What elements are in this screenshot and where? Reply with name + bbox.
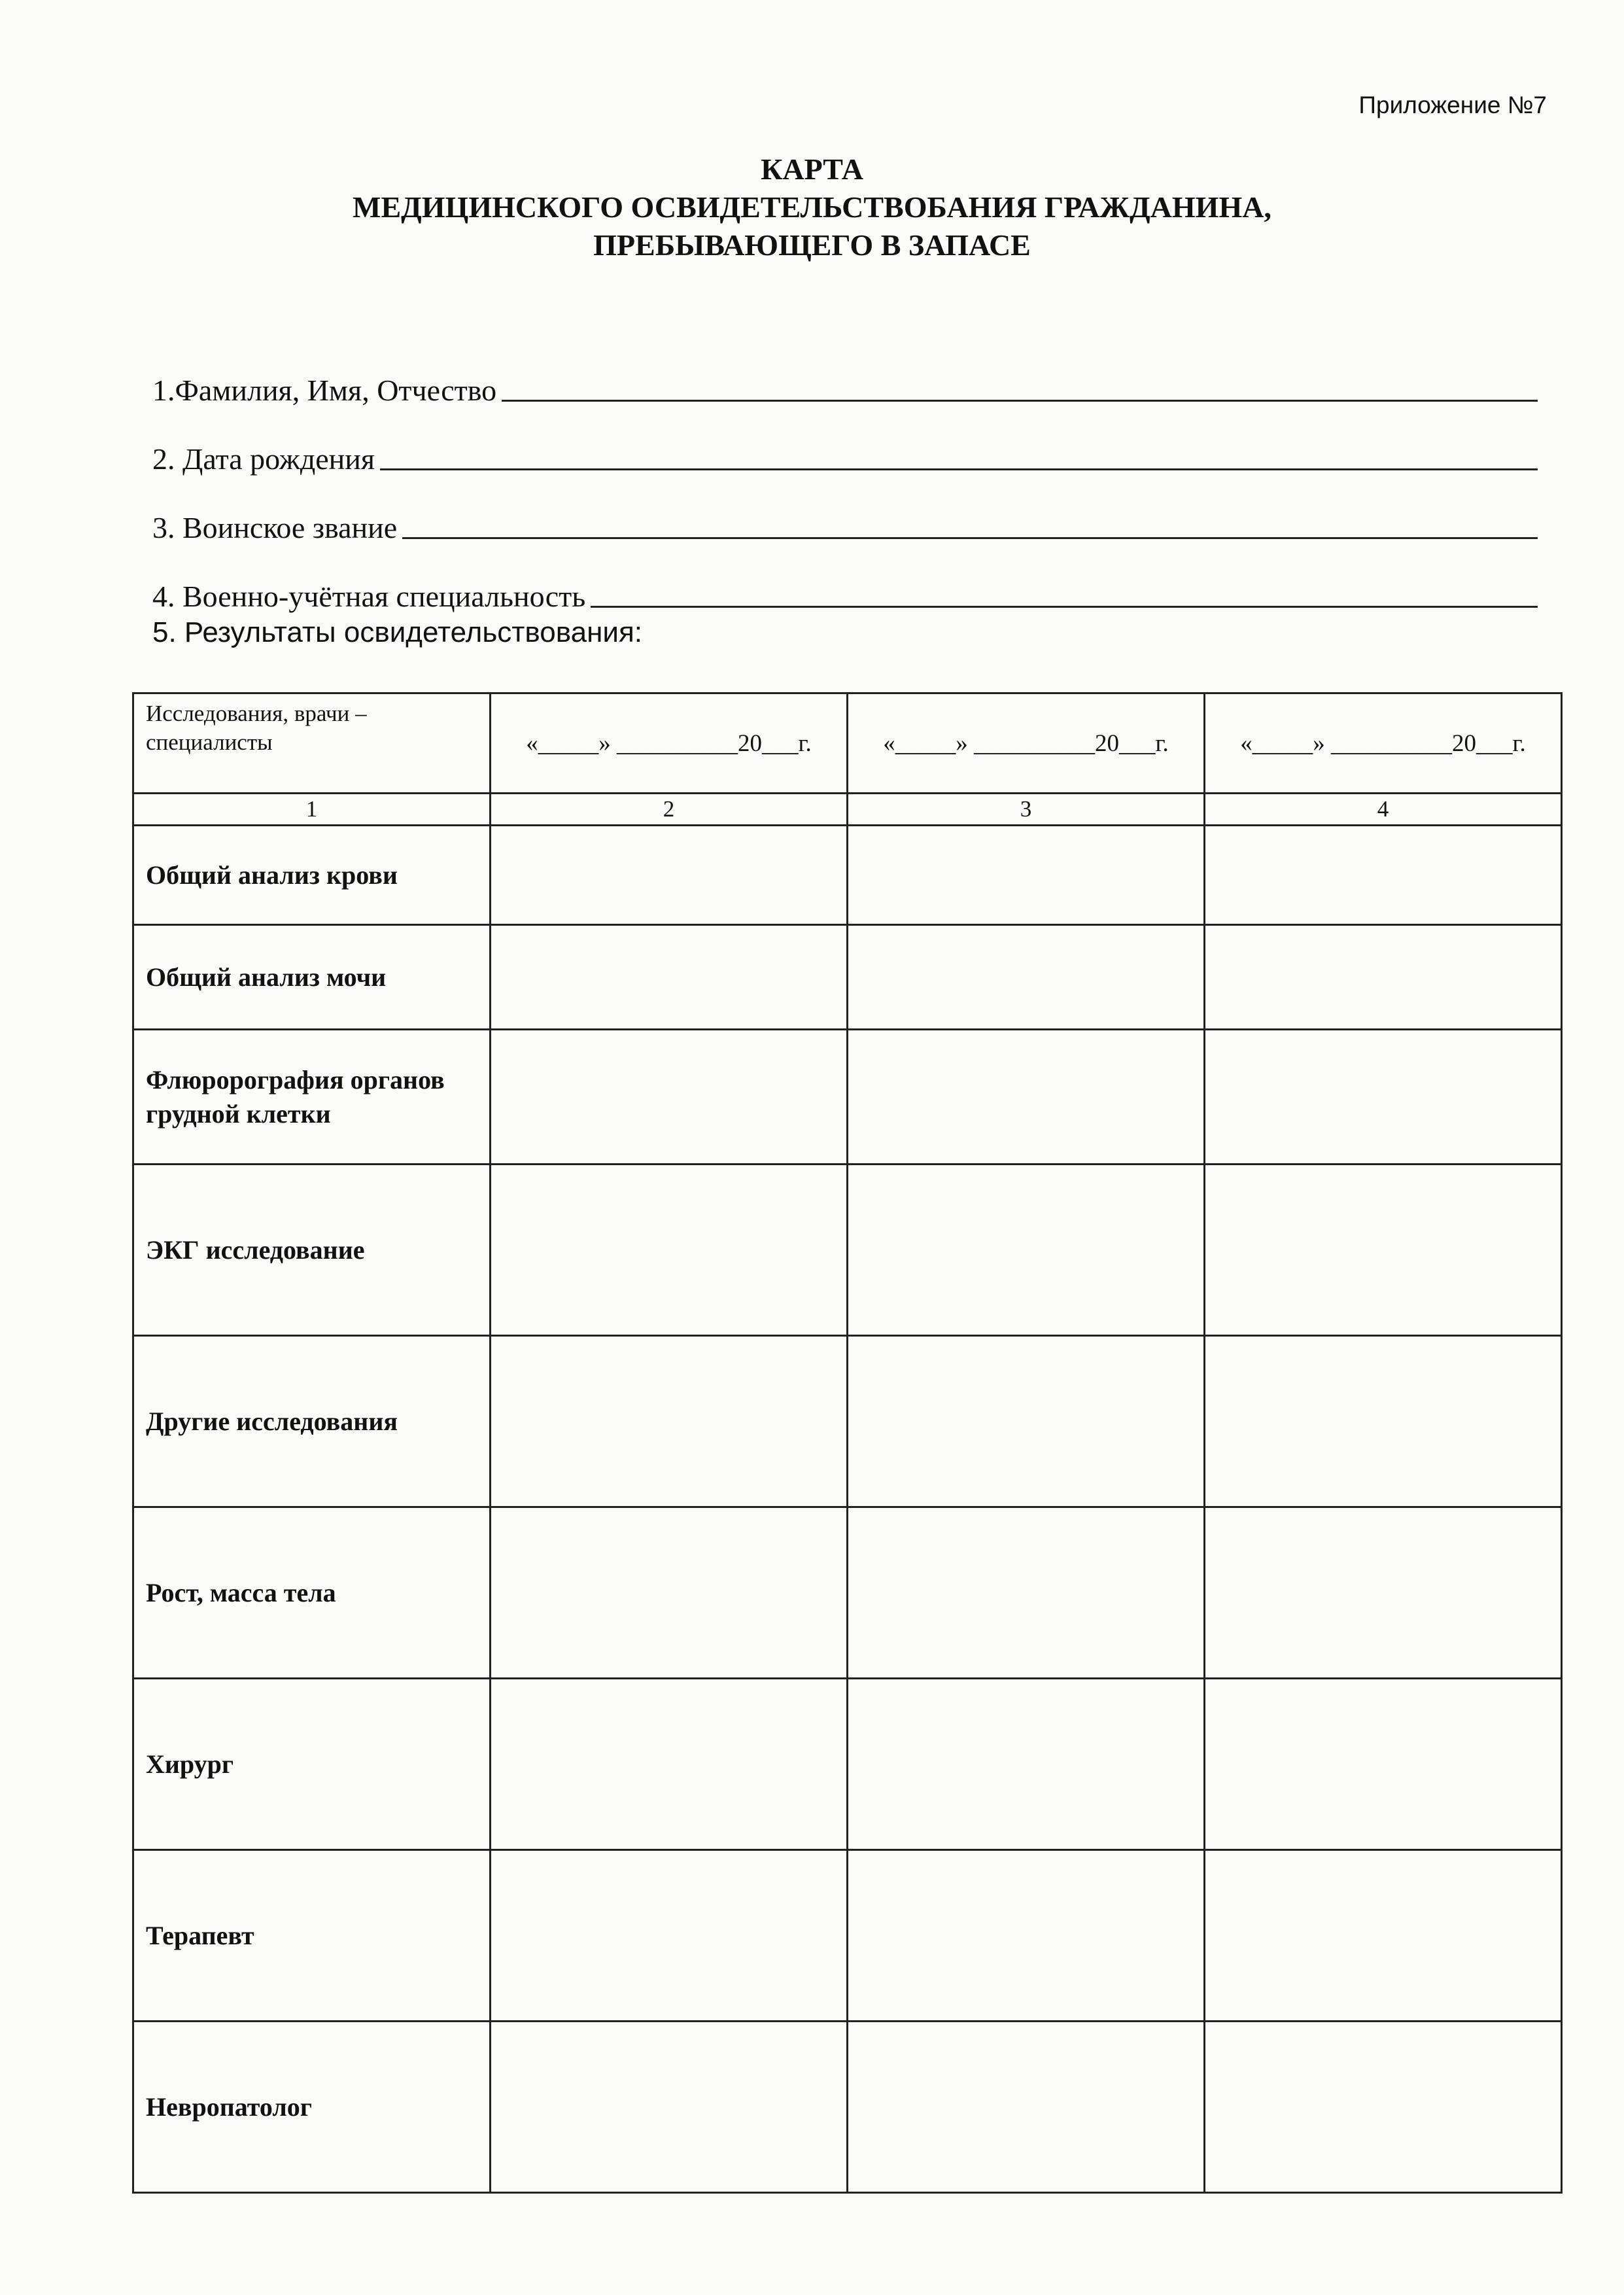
- result-cell[interactable]: [848, 1030, 1205, 1165]
- birth-date-input-line[interactable]: [380, 468, 1538, 470]
- result-cell[interactable]: [848, 1165, 1205, 1336]
- table-header-row: [133, 693, 1562, 794]
- full-name-input-line[interactable]: [502, 399, 1538, 402]
- header-examinations-cell: Исследования, врачи – специалисты: [133, 693, 491, 794]
- result-cell[interactable]: [491, 1165, 848, 1336]
- personal-info-fields: [152, 337, 1538, 612]
- table-row: [133, 1507, 1562, 1679]
- military-specialty-input-line[interactable]: [591, 605, 1538, 608]
- row-label-blood-test: Общий анализ крови: [133, 826, 491, 925]
- table-row: [133, 925, 1562, 1030]
- table-row: [133, 1679, 1562, 1850]
- military-specialty-label: 4. Военно-учётная специальность: [152, 580, 586, 613]
- result-cell[interactable]: [848, 925, 1205, 1030]
- result-cell[interactable]: [491, 1507, 848, 1679]
- result-cell[interactable]: [491, 826, 848, 925]
- document-title: [0, 150, 1624, 264]
- result-cell[interactable]: [491, 1850, 848, 2022]
- result-cell[interactable]: [848, 826, 1205, 925]
- result-cell[interactable]: [1205, 925, 1562, 1030]
- result-cell[interactable]: [848, 1507, 1205, 1679]
- title-line-1: КАРТА: [761, 152, 863, 186]
- table-row: [133, 2022, 1562, 2193]
- result-cell[interactable]: [1205, 1850, 1562, 2022]
- result-cell[interactable]: [1205, 2022, 1562, 2193]
- full-name-field[interactable]: [152, 337, 1538, 406]
- result-cell[interactable]: [491, 2022, 848, 2193]
- table-row: [133, 826, 1562, 925]
- result-cell[interactable]: [491, 1679, 848, 1850]
- result-cell[interactable]: [1205, 1336, 1562, 1507]
- birth-date-field[interactable]: [152, 406, 1538, 474]
- row-label-neurologist: Невропатолог: [133, 2022, 491, 2193]
- result-cell[interactable]: [491, 1030, 848, 1165]
- column-number: 4: [1205, 794, 1562, 826]
- result-cell[interactable]: [1205, 1507, 1562, 1679]
- header-date-cell-2[interactable]: «_____» __________20___г.: [848, 693, 1205, 794]
- column-number: 1: [133, 794, 491, 826]
- row-label-other-tests: Другие исследования: [133, 1336, 491, 1507]
- appendix-label: Приложение №7: [1358, 92, 1547, 118]
- results-section-label: 5. Результаты освидетельствования:: [152, 616, 643, 648]
- row-label-urine-test: Общий анализ мочи: [133, 925, 491, 1030]
- result-cell[interactable]: [1205, 826, 1562, 925]
- result-cell[interactable]: [848, 1679, 1205, 1850]
- military-rank-field[interactable]: [152, 474, 1538, 543]
- title-line-3: ПРЕБЫВАЮЩЕГО В ЗАПАСЕ: [593, 228, 1031, 262]
- examination-results-table: [132, 692, 1563, 2194]
- result-cell[interactable]: [491, 1336, 848, 1507]
- row-label-height-weight: Рост, масса тела: [133, 1507, 491, 1679]
- row-label-ecg: ЭКГ исследование: [133, 1165, 491, 1336]
- result-cell[interactable]: [491, 925, 848, 1030]
- result-cell[interactable]: [848, 2022, 1205, 2193]
- military-rank-input-line[interactable]: [402, 536, 1538, 539]
- table-column-number-row: [133, 794, 1562, 826]
- column-number: 3: [848, 794, 1205, 826]
- column-number: 2: [491, 794, 848, 826]
- result-cell[interactable]: [1205, 1030, 1562, 1165]
- table-row: [133, 1336, 1562, 1507]
- result-cell[interactable]: [1205, 1165, 1562, 1336]
- header-date-cell-1[interactable]: «_____» __________20___г.: [491, 693, 848, 794]
- title-line-2: МЕДИЦИНСКОГО ОСВИДЕТЕЛЬСТВОБАНИЯ ГРАЖДАНИНА,: [353, 190, 1271, 224]
- row-label-fluorography: Флюрорография органов грудной клетки: [133, 1030, 491, 1165]
- result-cell[interactable]: [848, 1336, 1205, 1507]
- table-row: [133, 1165, 1562, 1336]
- row-label-surgeon: Хирург: [133, 1679, 491, 1850]
- row-label-therapist: Терапевт: [133, 1850, 491, 2022]
- table-row: [133, 1030, 1562, 1165]
- full-name-label: 1.Фамилия, Имя, Отчество: [152, 374, 497, 407]
- birth-date-label: 2. Дата рождения: [152, 442, 375, 476]
- military-specialty-field[interactable]: [152, 543, 1538, 612]
- header-date-cell-3[interactable]: «_____» __________20___г.: [1205, 693, 1562, 794]
- result-cell[interactable]: [848, 1850, 1205, 2022]
- result-cell[interactable]: [1205, 1679, 1562, 1850]
- military-rank-label: 3. Воинское звание: [152, 511, 398, 544]
- table-row: [133, 1850, 1562, 2022]
